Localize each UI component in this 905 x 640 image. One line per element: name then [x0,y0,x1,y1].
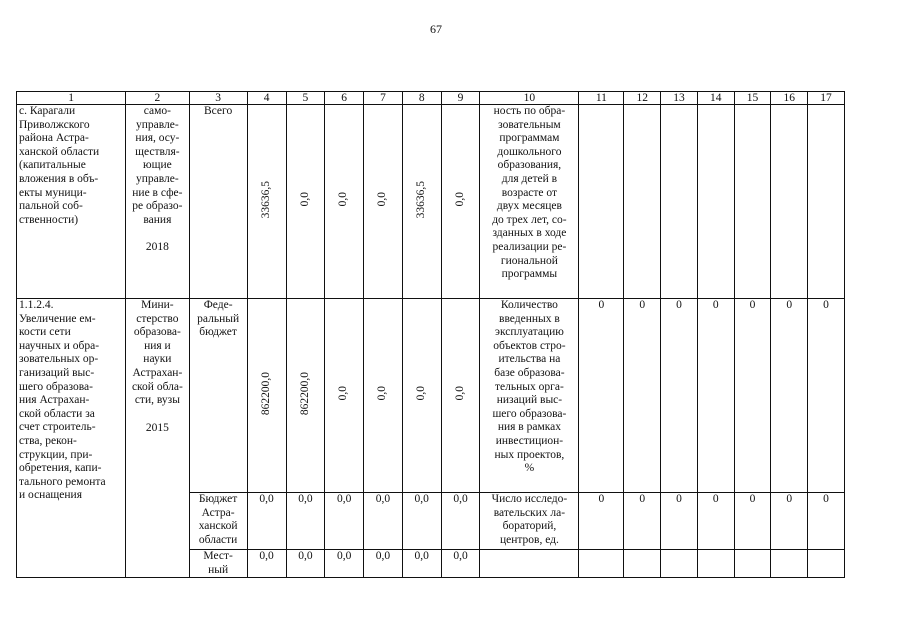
col-header: 6 [325,92,364,105]
indicator-text: Число исследо- вательских ла- бораторий, центров, ед. [480,493,579,550]
funding-source: Мест- ный [189,550,247,578]
col-header: 16 [771,92,808,105]
empty-cell [734,105,771,299]
amount-value: 0,0 [325,493,364,550]
col-header: 8 [402,92,441,105]
amount-value: 0,0 [414,386,427,401]
amount-value: 0,0 [337,386,350,401]
empty-cell [661,550,698,578]
empty-cell [624,550,661,578]
amount-value: 0,0 [286,550,325,578]
executor-cell [126,105,189,299]
amount-value: 0,0 [453,192,466,207]
amount-value: 0,0 [441,550,480,578]
empty-cell [579,550,624,578]
col-header: 11 [579,92,624,105]
year: 2018 [145,241,169,254]
year: 2015 [145,421,169,434]
target-value: 0 [661,493,698,550]
amount-value: 0,0 [286,493,325,550]
col-header: 15 [734,92,771,105]
col-header: 7 [364,92,403,105]
amount-value: 862200,0 [298,371,311,415]
amount-value: 0,0 [402,550,441,578]
target-value: 0 [579,493,624,550]
amount-cell [247,299,286,493]
funding-source: Бюджет Астра- ханской области [189,493,247,550]
amount-cell [286,105,325,299]
program-table [16,91,845,578]
empty-cell [808,550,845,578]
amount-value: 0,0 [325,550,364,578]
amount-value: 0,0 [364,493,403,550]
amount-cell [364,105,403,299]
amount-cell [286,299,325,493]
amount-value: 0,0 [337,192,350,207]
target-value: 0 [661,299,698,493]
executor-name: само- управле- ния, осу- ществля- ющие управле- ние в сфе- ре образо- вания [132,105,183,226]
amount-value: 0,0 [441,493,480,550]
amount-cell [247,105,286,299]
empty-cell [579,105,624,299]
executor-cell [126,299,189,578]
table-row [17,299,845,493]
target-value: 0 [771,299,808,493]
target-value: 0 [808,299,845,493]
empty-cell [480,550,579,578]
amount-cell [325,299,364,493]
measure-name: 1.1.2.4. Увеличение ем- кости сети научных и обра- зовательных ор- ганизаций выс- шего образова- ния Астрахан- ской области за счет строитель- ства, рекон- струкции, при- обретения, капи- тального ремонта и оснащения [17,299,126,578]
col-header: 14 [697,92,734,105]
page-number: 67 [430,22,442,36]
target-value: 0 [808,493,845,550]
empty-cell [624,105,661,299]
funding-source: Всего [189,105,247,299]
indicator-text: ность по обра- зовательным программам дошкольного образования, для детей в возрасте от двух месяцев до трех лет, со- зданных в ходе реализации ре- гиональной программы [480,105,579,299]
empty-cell [734,550,771,578]
col-header: 10 [480,92,579,105]
amount-value: 0,0 [247,493,286,550]
target-value: 0 [734,493,771,550]
empty-cell [771,550,808,578]
target-value: 0 [734,299,771,493]
measure-name: с. Карагали Приволжского района Астра- ханской области (капитальные вложения в объ- екты муници- пальной соб- ственности) [17,105,126,299]
indicator-text: Количество введенных в эксплуатацию объектов стро- ительства на базе образова- тельных орга- низаций выс- шего образова- ния в рамках инвестицион- ных проектов, % [480,299,579,493]
target-value: 0 [771,493,808,550]
empty-cell [808,105,845,299]
amount-value: 0,0 [453,386,466,401]
col-header: 5 [286,92,325,105]
col-header: 17 [808,92,845,105]
col-header: 4 [247,92,286,105]
amount-value: 0,0 [298,192,311,207]
target-value: 0 [697,299,734,493]
amount-value: 0,0 [402,493,441,550]
amount-cell [402,299,441,493]
col-header: 12 [624,92,661,105]
amount-cell [441,105,480,299]
col-header: 9 [441,92,480,105]
target-value: 0 [697,493,734,550]
target-value: 0 [579,299,624,493]
table-row [17,105,845,299]
amount-cell [441,299,480,493]
amount-value: 33636,5 [414,180,427,218]
target-value: 0 [624,299,661,493]
amount-value: 862200,0 [259,371,272,415]
empty-cell [771,105,808,299]
col-header: 3 [189,92,247,105]
amount-value: 0,0 [247,550,286,578]
amount-value: 33636,5 [259,180,272,218]
amount-value: 0,0 [376,192,389,207]
empty-cell [697,550,734,578]
empty-cell [661,105,698,299]
col-header: 1 [17,92,126,105]
amount-value: 0,0 [376,386,389,401]
amount-cell [364,299,403,493]
target-value: 0 [624,493,661,550]
col-header: 13 [661,92,698,105]
amount-value: 0,0 [364,550,403,578]
col-header: 2 [126,92,189,105]
funding-source: Феде- ральный бюджет [189,299,247,493]
amount-cell [402,105,441,299]
executor-name: Мини- стерство образова- ния и науки Астрахан- ской обла- сти, вузы [131,299,183,407]
empty-cell [697,105,734,299]
amount-cell [325,105,364,299]
column-number-row [17,92,845,105]
